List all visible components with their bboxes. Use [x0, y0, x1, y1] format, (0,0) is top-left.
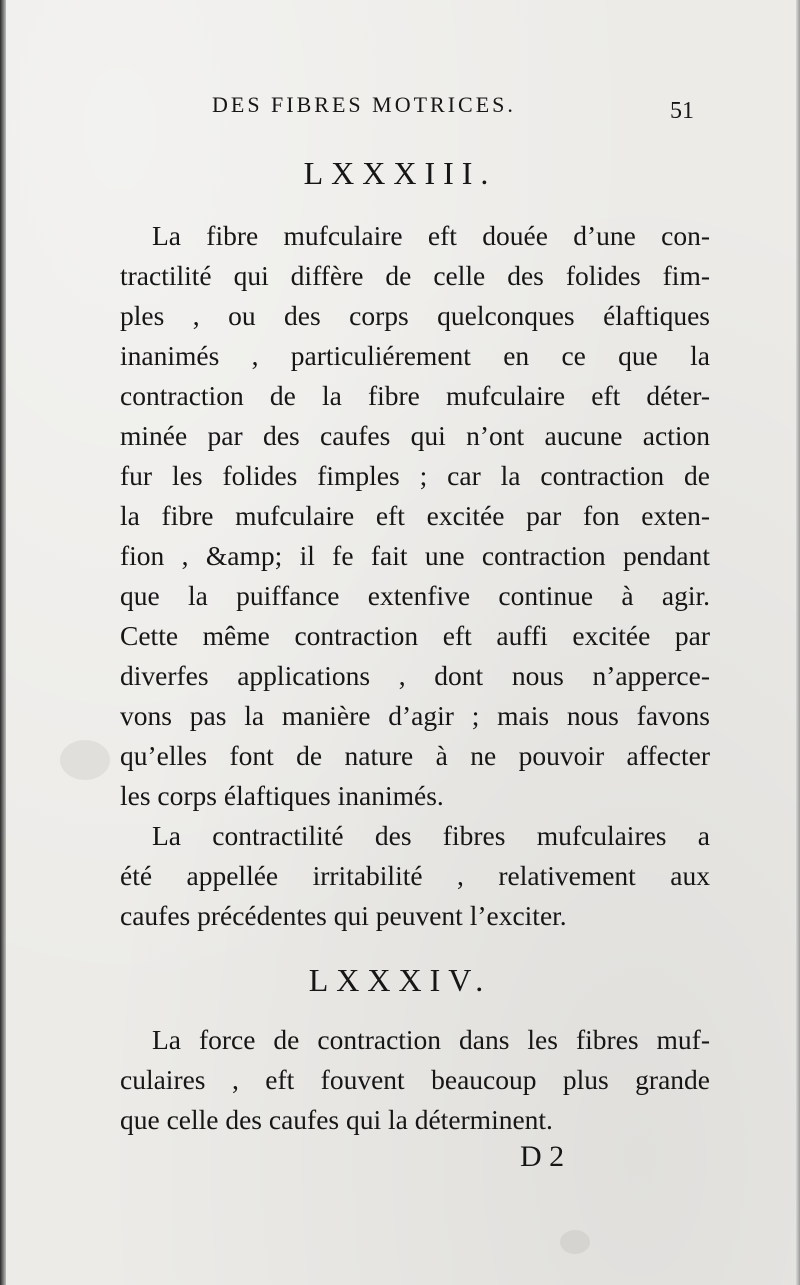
- paper-stain: [560, 1230, 590, 1254]
- text-line: été appellée irritabilité , relativement aux: [120, 860, 710, 891]
- text-line: qu’elles font de nature à ne pouvoir affecter: [120, 740, 710, 771]
- page-header: [0, 92, 800, 132]
- running-title: DES FIBRES MOTRICES.: [212, 92, 516, 117]
- signature-mark: D 2: [520, 1140, 565, 1173]
- text-line: La contractilité des fibres mufculaires a: [152, 820, 710, 851]
- text-line: culaires , eft fouvent beaucoup plus grande: [120, 1064, 710, 1095]
- text-line: vons pas la manière d’agir ; mais nous favons: [120, 700, 710, 731]
- text-line: inanimés , particuliérement en ce que la: [120, 340, 710, 371]
- text-line: fur les folides fimples ; car la contraction de: [120, 460, 710, 491]
- text-line: les corps élaftiques inanimés.: [120, 780, 444, 811]
- text-line: La force de contraction dans les fibres muf-: [152, 1024, 710, 1055]
- text-line: caufes précédentes qui peuvent l’exciter.: [120, 900, 567, 931]
- text-line: minée par des caufes qui n’ont aucune action: [120, 420, 710, 451]
- paragraph: [120, 1020, 710, 1140]
- text-line: contraction de la fibre mufculaire eft déter-: [120, 380, 710, 411]
- paragraph: [120, 816, 710, 936]
- text-line: ples , ou des corps quelconques élaftiques: [120, 300, 710, 331]
- paragraph: [120, 216, 710, 816]
- section-heading: LXXXIV.: [308, 962, 492, 998]
- section-heading: LXXXIII.: [303, 155, 497, 191]
- text-line: Cette même contraction eft auffi excitée par: [120, 620, 710, 651]
- page-number: 51: [670, 98, 694, 124]
- text-line: diverfes applications , dont nous n’apperce-: [120, 660, 710, 691]
- text-line: que celle des caufes qui la déterminent.: [120, 1104, 553, 1135]
- page-edge-left: [0, 0, 6, 1285]
- text-line: que la puiffance extenfive continue à agir.: [120, 580, 710, 611]
- text-line: La fibre mufculaire eft douée d’une con-: [152, 220, 710, 251]
- text-line: tractilité qui diffère de celle des folides fim-: [120, 260, 710, 291]
- text-line: la fibre mufculaire eft excitée par fon exten-: [120, 500, 710, 531]
- text-line: fion , &amp; il fe fait une contraction pendant: [120, 540, 710, 571]
- page-edge-right: [796, 0, 800, 1285]
- paper-stain: [60, 740, 110, 780]
